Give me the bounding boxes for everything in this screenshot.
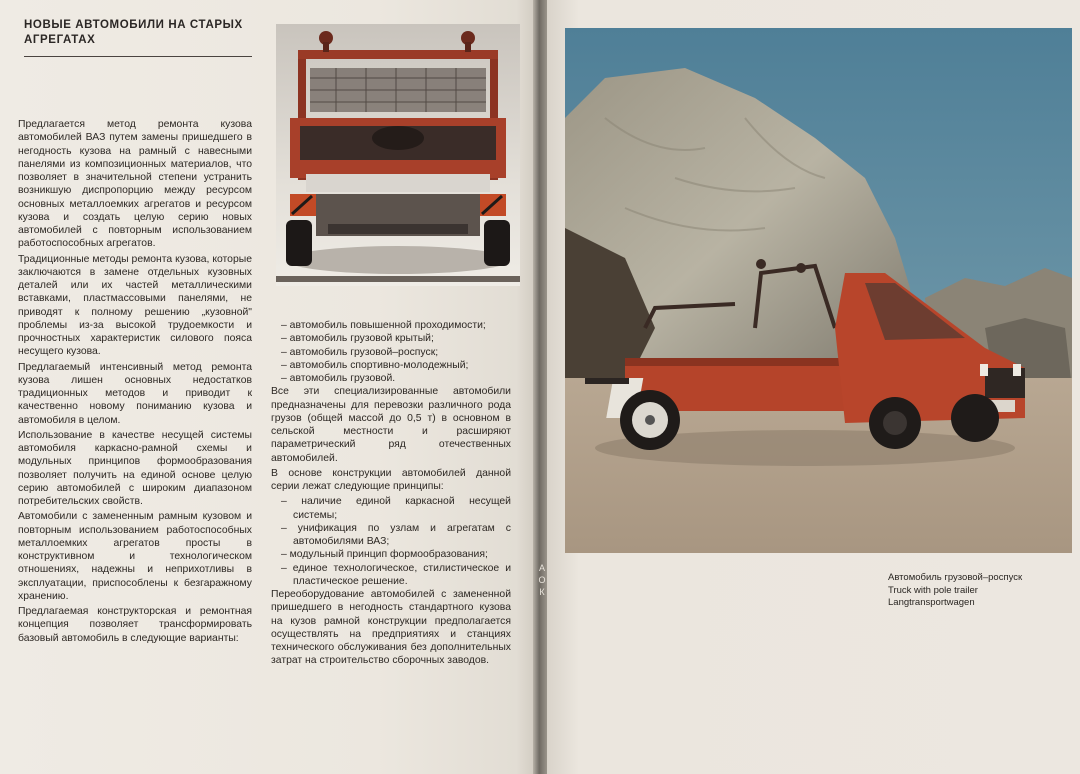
caption-russian: Автомобиль грузовой–роспуск [888, 572, 1023, 583]
list-item: – автомобиль повышенной проходимости; [281, 320, 486, 331]
page-edge-letters [537, 562, 547, 598]
variant-list [271, 319, 511, 385]
list-item: – автомобиль спортивно-молодежный; [281, 359, 469, 371]
photo-caption [888, 572, 1073, 610]
article-heading: НОВЫЕ АВТОМОБИЛИ НА СТАРЫХ АГРЕГАТАХ [24, 19, 243, 46]
rear-view-photo [276, 24, 520, 286]
rear-view-vehicle-image [276, 24, 520, 286]
caption-german: Langtransportwagen [888, 597, 975, 608]
caption-english: Truck with pole trailer [888, 584, 978, 596]
paragraph: Традиционные методы ремонта кузова, которые заключаются в замене отдельных кузовных деталей или их частей металлическими вставками, пластмассовыми панелями, не приводят к полному решению „кузовной" проблемы из-за высокой трудоемкости и прочностных характеристик силового пояса несущего кузова. [18, 253, 252, 358]
paragraph: Все эти специализированные автомобили предназначены для перевозки различного рода грузов (общей массой до 0,5 т) в основном в сельской местности и расширяют параметрический ряд отечественных автомобилей. [271, 386, 511, 464]
list-item: – унификация по узлам и агрегатам с автомобилями ВАЗ; [281, 522, 511, 547]
truck-photo [565, 28, 1072, 553]
edge-letter: К [539, 587, 545, 597]
paragraph: Предлагаемый интенсивный метод ремонта кузова лишен основных недостатков традиционных методов и приводит к качественно новому пониманию кузова и автомобиля в целом. [18, 361, 252, 426]
list-item: – автомобиль грузовой. [281, 373, 396, 384]
paragraph: В основе конструкции автомобилей данной серии лежат следующие принципы: [271, 467, 511, 492]
list-item: – модульный принцип формообразования; [281, 549, 488, 561]
paragraph: Использование в качестве несущей системы автомобиля каркасно-рамной схемы и модульных принципов формообразования позволяет получить на единой основе целую серию автомобилей с широким диапазоном потребительских свойств. [18, 429, 252, 507]
list-item: – наличие единой каркасной несущей системы; [281, 496, 511, 521]
paragraph: Автомобили с замененным рамным кузовом и повторным использованием работоспособных металлоемких агрегатов просты в конструктивном и технологическом отношениях, надежны и неприхотливы в эксплуатации, приспособлены к безгаражному хранению. [18, 511, 252, 602]
paragraph: Предлагается метод ремонта кузова автомобилей ВАЗ путем замены пришедшего в негодность кузова на рамный с навесными панелями из композиционных материалов, что позволяет в значительной степени устранить возникшую диспропорцию между ресурсом основных металлоемких агрегатов и ресурсом кузова и создать целую серию новых автомобилей с повторным использованием работоспособных агрегатов. [18, 119, 252, 250]
list-item: – единое технологическое, стилистическое и пластическое решение. [281, 562, 511, 587]
heading-rule [24, 56, 252, 57]
page-gutter [533, 0, 547, 774]
left-page [0, 0, 538, 774]
edge-letter: О [538, 575, 546, 585]
paragraph: Предлагаемая конструкторская и ремонтная концепция позволяет трансформировать базовый автомобиль в следующие варианты: [18, 606, 252, 644]
edge-letter: А [538, 563, 545, 573]
truck-with-pole-trailer-image [565, 28, 1072, 553]
list-item: – автомобиль грузовой–роспуск; [281, 346, 439, 358]
text-column-1 [18, 118, 252, 647]
paragraph: Переоборудование автомобилей с замененной пришедшего в негодность стандартного кузова на кузов рамной конструкции предполагается осуществлять на предприятиях и станциях технического обслуживания без дополнительных затрат на строительство сборочных заводов. [271, 589, 511, 667]
text-column-2 [271, 319, 511, 670]
list-item: – автомобиль грузовой крытый; [281, 333, 434, 345]
principles-list [271, 495, 511, 588]
